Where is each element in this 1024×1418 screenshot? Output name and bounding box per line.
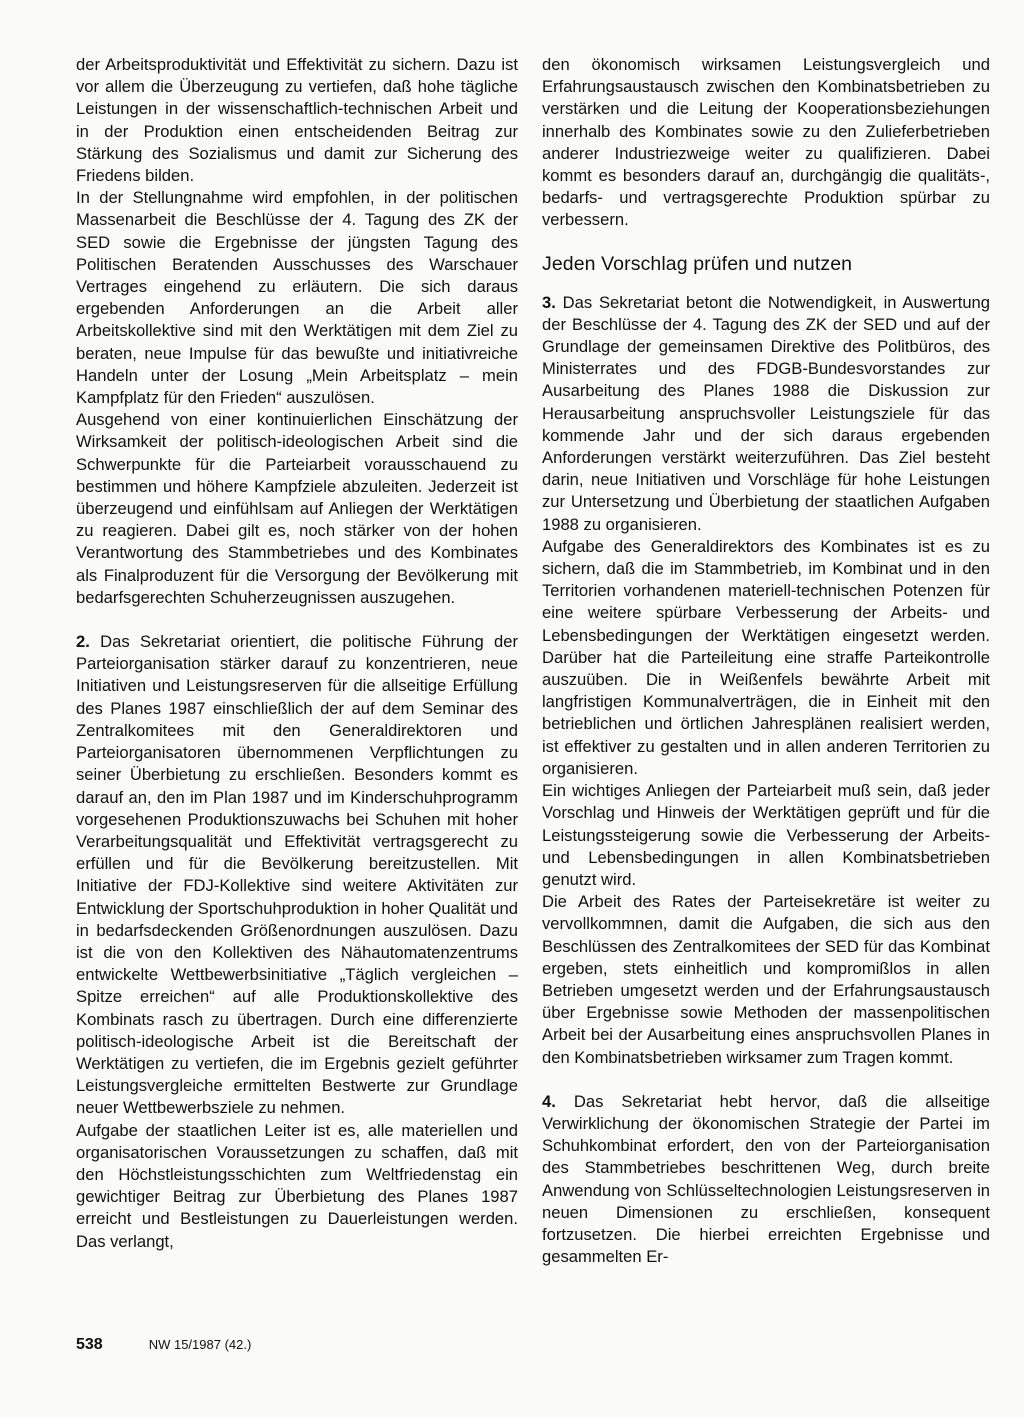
paragraph-text: Das Sekretariat betont die Notwendigkeit, in Auswertung der Beschlüsse der 4. Tagung des ZK der SED und auf der Grundlage der gemeinsamen Direktive des Politbüros, des Ministerrates und des FDGB-Bundesvorstandes zur Ausarbeitung des Planes 1988 die Diskussion zur Herausarbeitung anspruchsvoller Leistungsziele für das kommende Jahr und der sich daraus ergebenden Anforderungen verstärkt weiterzuführen. Das Ziel besteht darin, neue Initiativen und Vorschläge für hohe Leistungen zur Untersetzung und Überbietung der staatlichen Aufgaben 1988 zu organisieren. xyxy=(542,292,990,534)
paragraph: den ökonomisch wirksamen Leistungsvergleich und Erfahrungsaustausch zwischen den Kombinatsbetrieben zu verstärken und die Leitung der Kooperationsbeziehungen innerhalb des Kombinates sowie zu den Zulieferbetrieben anderer Industriezweige weiter zu qualifizieren. Dabei kommt es besonders darauf an, durchgängig die qualitäts-, bedarfs- und vertragsgerechte Produktion spürbar zu verbessern. xyxy=(542,55,990,230)
numbered-paragraph-2 xyxy=(76,631,518,1119)
paragraph: der Arbeitsproduktivität und Effektivität zu sichern. Dazu ist vor allem die Überzeugung zu vertiefen, daß hohe tägliche Leistungen in der wissenschaftlich-technischen Arbeit und in der Produktion einen entscheidenden Beitrag zur Stärkung des Sozialismus und damit zur Sicherung des Friedens bilden. xyxy=(76,55,518,186)
section-heading: Jeden Vorschlag prüfen und nutzen xyxy=(542,252,853,275)
page-footer xyxy=(76,1336,251,1354)
numbered-paragraph-3 xyxy=(542,292,990,536)
numbered-paragraph-4 xyxy=(542,1091,990,1269)
paragraph-text: Das Sekretariat hebt hervor, daß die allseitige Verwirklichung der ökonomischen Strategie der Partei im Schuhkombinat erfordert, den von der Parteiorganisation des Stammbetriebes beschrittenen Weg, durch breite Anwendung von Schlüsseltechnologien Leistungsreserven in neuen Dimensionen zu erschließen, konsequent fortzusetzen. Die hierbei erreichten Ergebnisse und gesammelten Er- xyxy=(542,1091,990,1267)
section-number: 3. xyxy=(542,292,556,312)
paragraph: In der Stellungnahme wird empfohlen, in der politischen Massenarbeit die Beschlüsse der 4. Tagung des ZK der SED sowie die Ergebnisse der jüngsten Tagung des Politischen Beratenden Ausschusses des Warschauer Vertrages eingehend zu erläutern. Die sich daraus ergebenden Anforderungen an die Arbeit aller Arbeitskollektive sind mit den Werktätigen mit dem Ziel zu beraten, neue Impulse für das bewußte und initiativreiche Handeln unter der Losung „Mein Arbeitsplatz – mein Kampfplatz für den Frieden“ auszulösen. xyxy=(76,188,518,408)
page-number: 538 xyxy=(76,1336,103,1353)
right-column xyxy=(542,54,990,1268)
paragraph: Aufgabe der staatlichen Leiter ist es, alle materiellen und organisatorischen Voraussetzungen zu schaffen, daß mit den Höchstleistungsschichten zum Weltfriedenstag ein gewichtiger Beitrag zur Überbietung des Planes 1987 erreicht und Bestleistungen zu Dauerleistungen werden. Das verlangt, xyxy=(76,1120,518,1251)
paragraph-text: Das Sekretariat orientiert, die politische Führung der Parteiorganisation stärker darauf zu konzentrieren, neue Initiativen und Leistungsreserven für die allseitige Erfüllung des Planes 1987 einschließlich der auf dem Seminar des Zentralkomitees mit den Generaldirektoren und Parteiorganisatoren übernommenen Verpflichtungen zu seiner Überbietung zu erschließen. Besonders kommt es darauf an, den im Plan 1987 und im Kinderschuhprogramm vorgesehenen Produktionszuwachs bei Schuhen mit hoher Verarbeitungsqualität und Effektivität vertragsgerecht zu erfüllen und für die Bevölkerung bereitzustellen. Mit Initiative der FDJ-Kollektive sind weitere Aktivitäten zur Entwicklung der Sportschuhproduktion in hoher Qualität und in bedarfsdeckenden Größenordnungen auszulösen. Dazu ist die von den Kollektiven des Nähautomatenzentrums entwickelte Wettbewerbsinitiative „Täglich vergleichen – Spitze erreichen“ auf alle Produktionskollektive des Kombinats rasch zu übertragen. Durch eine differenzierte politisch-ideologische Arbeit ist die Bereitschaft der Werktätigen zu vertiefen, die im Ergebnis gezielt geführter Leistungsvergleiche ermittelten Bestwerte zur Grundlage neuer Wettbewerbsziele zu nehmen. xyxy=(76,632,518,1118)
paragraph: Aufgabe des Generaldirektors des Kombinates ist es zu sichern, daß die im Stammbetrieb, im Kombinat und in den Territorien vorhandenen materiell-technischen Potenzen für eine weitere spürbare Verbesserung der Arbeits- und Lebensbedingungen der Werktätigen eingesetzt werden. Darüber hat die Parteileitung eine straffe Parteikontrolle auszuüben. Die in Weißenfels bewährte Arbeit mit langfristigen Kommunalverträgen, die in Einheit mit den betrieblichen und örtlichen Jahresplänen realisiert werden, ist effektiver zu gestalten und in allen anderen Territorien zu organisieren. xyxy=(542,536,990,778)
paragraph: Die Arbeit des Rates der Parteisekretäre ist weiter zu vervollkommnen, damit die Aufgaben, die sich aus den Beschlüssen des Zentralkomitees der SED für das Kombinat ergeben, stets einheitlich und kompromißlos in allen Betrieben umgesetzt werden und der Erfahrungsaustausch über Ergebnisse sowie Methoden der massenpolitischen Arbeit bei der Ausarbeitung eines anspruchsvollen Planes in den Kombinatsbetrieben wirksamer zum Tragen kommt. xyxy=(542,892,990,1067)
paragraph: Ein wichtiges Anliegen der Parteiarbeit muß sein, daß jeder Vorschlag und Hinweis der Werktätigen geprüft und für die Leistungssteigerung sowie die Verbesserung der Arbeits- und Lebensbedingungen in allen Kombinatsbetrieben genutzt wird. xyxy=(542,781,990,889)
section-number: 2. xyxy=(76,632,90,652)
issue-reference: NW 15/1987 (42.) xyxy=(148,1337,252,1352)
paragraph: Ausgehend von einer kontinuierlichen Einschätzung der Wirksamkeit der politisch-ideologischen Arbeit sind die Schwerpunkte für die Parteiarbeit vorausschauend zu bestimmen und höhere Kampfziele abzuleiten. Jederzeit ist überzeugend und einfühlsam auf Anliegen der Werktätigen zu reagieren. Dabei gilt es, noch stärker von der hohen Verantwortung des Stammbetriebes und des Kombinates als Finalproduzent für die Versorgung der Bevölkerung mit bedarfsgerechten Schuherzeugnissen auszugehen. xyxy=(76,410,518,607)
left-column xyxy=(76,54,518,1253)
section-number: 4. xyxy=(542,1091,556,1111)
